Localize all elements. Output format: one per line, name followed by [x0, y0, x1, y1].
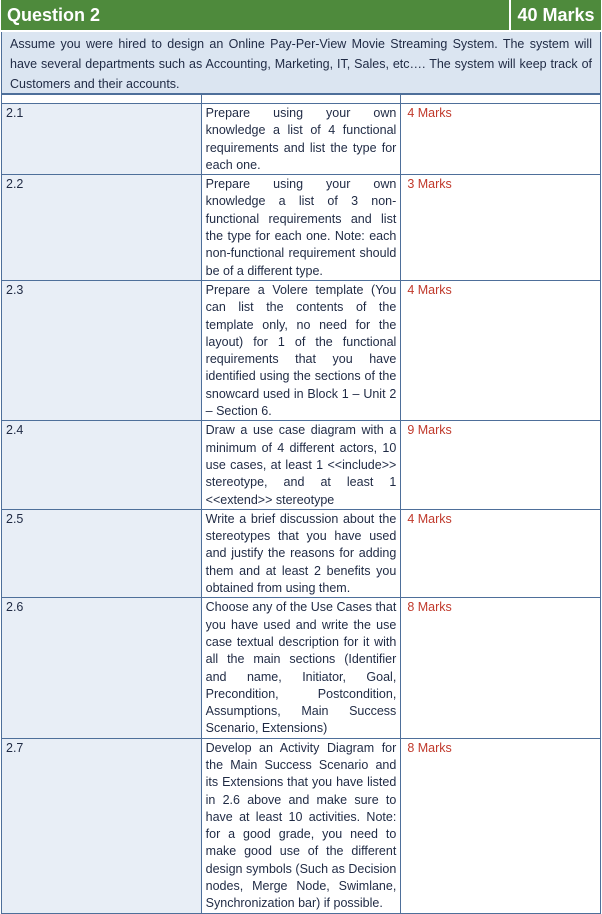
item-marks: 8 Marks: [401, 738, 601, 913]
item-number: 2.6: [2, 598, 202, 738]
item-number: 2.7: [2, 738, 202, 913]
item-description: Prepare a Volere template (You can list the contents of the template only, no need for the layout) for 1 of the functional requirements that you have identified using the sections of the snowcard used in Block 1 – Unit 2 – Section 6.: [201, 280, 401, 420]
item-number: 2.4: [2, 421, 202, 509]
item-marks: 9 Marks: [401, 421, 601, 509]
item-marks: 3 Marks: [401, 175, 601, 281]
item-description: Prepare using your own knowledge a list of 4 functional requirements and list the type for each one.: [201, 104, 401, 175]
item-marks: 8 Marks: [401, 598, 601, 738]
item-number: 2.2: [2, 175, 202, 281]
question-header: [1, 0, 601, 32]
item-marks: 4 Marks: [401, 104, 601, 175]
question-intro: Assume you were hired to design an Online Pay-Per-View Movie Streaming System. The system will have several departments such as Accounting, Marketing, IT, Sales, etc…. The system will keep track of Customers and their accounts.: [1, 32, 601, 94]
item-description: Prepare using your own knowledge a list of 3 non-functional requirements and list the type for each one. Note: each non-functional requirement should be of a different type.: [201, 175, 401, 281]
item-number: 2.1: [2, 104, 202, 175]
table-row: [2, 421, 601, 509]
item-marks: 4 Marks: [401, 509, 601, 597]
table-row: [2, 738, 601, 913]
item-number: 2.5: [2, 509, 202, 597]
question-title: Question 2: [1, 0, 509, 30]
table-row: [2, 175, 601, 281]
item-description: Write a brief discussion about the stereotypes that you have used and justify the reasons for adding them and at least 2 benefits you obtained from using them.: [201, 509, 401, 597]
table-row: [2, 509, 601, 597]
requirements-table: [1, 94, 601, 914]
table-spacer: [2, 95, 601, 104]
table-row: [2, 280, 601, 420]
item-number: 2.3: [2, 280, 202, 420]
item-description: Choose any of the Use Cases that you have used and write the use case textual description for it with all the main sections (Identifier and name, Initiator, Goal, Precondition, Postcondition, Assumptions, Main Success Scenario, Extensions): [201, 598, 401, 738]
question-sheet: [1, 0, 601, 914]
table-row: [2, 598, 601, 738]
item-marks: 4 Marks: [401, 280, 601, 420]
total-marks: 40 Marks: [509, 0, 601, 30]
table-row: [2, 104, 601, 175]
item-description: Draw a use case diagram with a minimum of 4 different actors, 10 use cases, at least 1 <<include>> stereotype, and at least 1 <<extend>> stereotype: [201, 421, 401, 509]
item-description: Develop an Activity Diagram for the Main Success Scenario and its Extensions that you have listed in 2.6 above and make sure to have at least 10 activities. Note: for a good grade, you need to make good use of the different design symbols (Such as Decision nodes, Merge Node, Swimlane, Synchronization bar) if possible.: [201, 738, 401, 913]
